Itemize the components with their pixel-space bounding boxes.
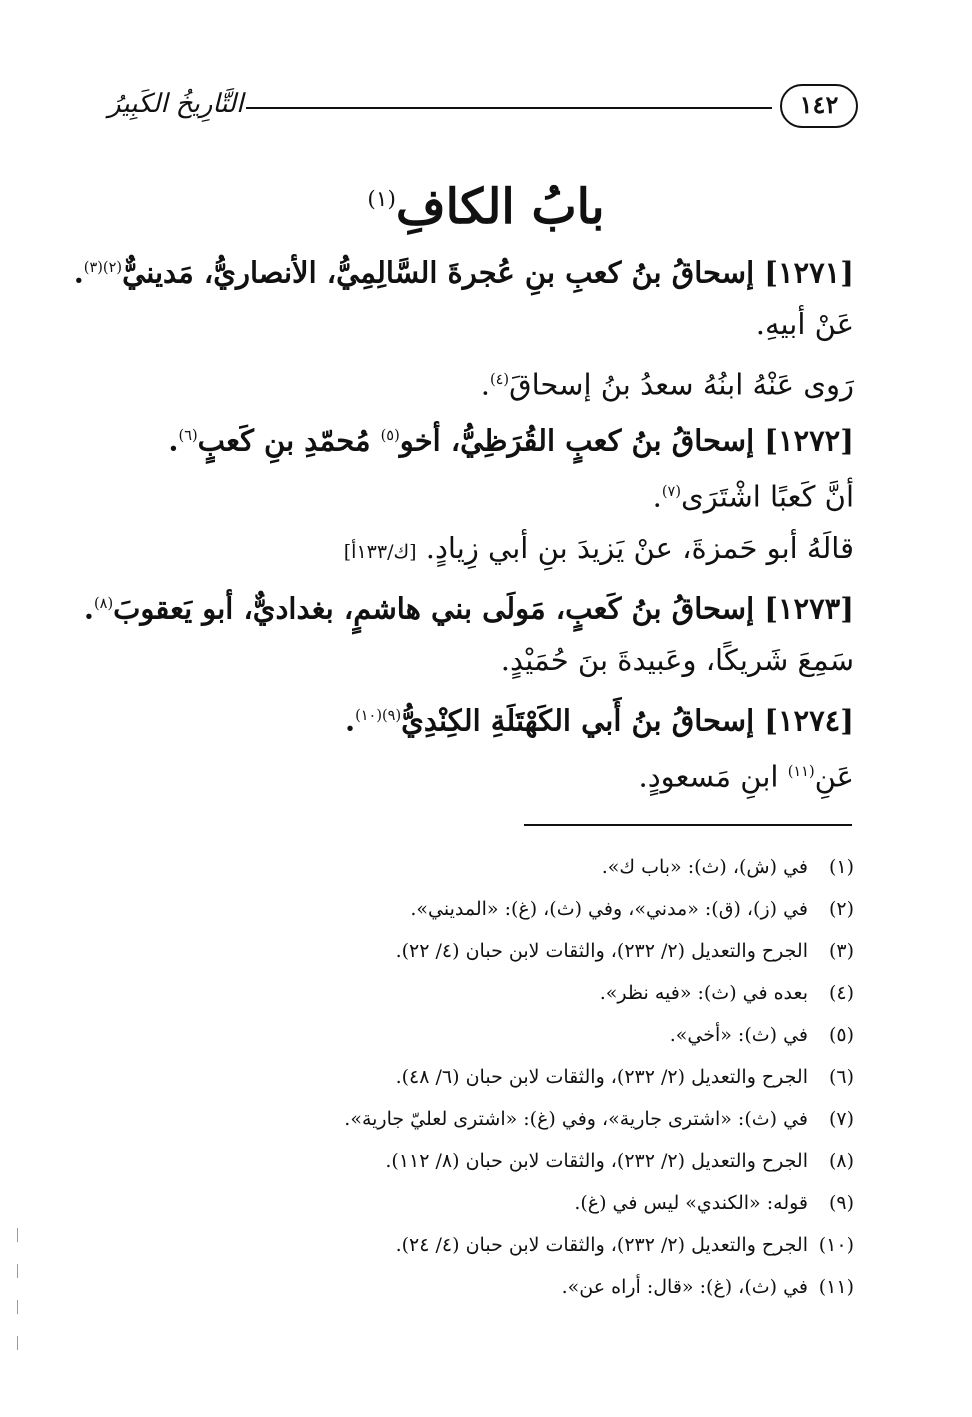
entry-heading bbox=[134, 408, 854, 464]
page-number: ١٤٢ bbox=[780, 84, 858, 128]
entry-text-line bbox=[134, 520, 854, 576]
footnote bbox=[134, 1224, 854, 1266]
footnote-marker: (٧) bbox=[661, 484, 682, 500]
footnote-number: (٩) bbox=[828, 1192, 854, 1214]
entry-text-line bbox=[134, 632, 854, 688]
chapter-heading bbox=[0, 160, 972, 247]
line-end-punct: . bbox=[480, 367, 490, 402]
footnote-number: (١) bbox=[828, 856, 854, 878]
line-text: قالَهُ أبو حَمزةَ، عنْ يَزيدَ بنِ أبي زِيادٍ. bbox=[425, 531, 854, 565]
footnote-text: في (ث)، (غ): «قال: أراه عن». bbox=[561, 1276, 808, 1298]
line-text: عَنِ bbox=[814, 759, 854, 794]
footnote bbox=[134, 846, 854, 888]
chapter-title: بابُ الكافِ bbox=[395, 179, 605, 235]
footnote-text: الجرح والتعديل (٢/ ٢٣٢)، والثقات لابن حبان (٤/ ٢٢). bbox=[395, 940, 808, 962]
footnotes bbox=[134, 846, 854, 1308]
entry-text-line bbox=[134, 352, 854, 408]
footnote-number: (٣) bbox=[828, 940, 854, 962]
line-text: [١٢٧٣] إسحاقُ بنُ كَعبٍ، مَولَى بني هاشمٍ، بغداديٌّ، أبو يَعقوبَ bbox=[113, 591, 854, 626]
main-text bbox=[73, 240, 854, 800]
line-end-punct: . bbox=[168, 423, 179, 458]
footnote bbox=[134, 1140, 854, 1182]
footnote-separator bbox=[524, 824, 852, 826]
line-text: عَنْ أبيهِ. bbox=[755, 307, 854, 341]
footnote-marker: (١١) bbox=[787, 764, 815, 780]
footnote-text: في (ث): «اشترى جارية»، وفي (غ): «اشترى لعليّ جارية». bbox=[344, 1108, 808, 1130]
footnote-number: (١٠) bbox=[818, 1234, 854, 1256]
line-text: [١٢٧٢] إسحاقُ بنُ كعبٍ القُرَظِيُّ، أخو bbox=[399, 423, 854, 458]
footnote-number: (٤) bbox=[828, 982, 854, 1004]
line-text: سَمِعَ شَريكًا، وعَبيدةَ بنَ حُمَيْدٍ. bbox=[500, 643, 854, 677]
footnote-text: الجرح والتعديل (٢/ ٢٣٢)، والثقات لابن حبان (٦/ ٤٨). bbox=[395, 1066, 808, 1088]
line-end-punct: . bbox=[73, 255, 84, 290]
footnote bbox=[134, 930, 854, 972]
footnote bbox=[134, 1098, 854, 1140]
manuscript-folio-ref: [ك/١٣٣أ] bbox=[343, 541, 417, 563]
line-text: [١٢٧٤] إسحاقُ بنُ أَبي الكَهْتَلَةِ الكِنْدِيُّ bbox=[401, 703, 854, 738]
line-text-continued: مُحمّدِ بنِ كَعبٍ bbox=[197, 423, 381, 458]
footnote-text: بعده في (ث): «فيه نظر». bbox=[599, 982, 808, 1004]
footnote-text: في (ش)، (ث): «باب ك». bbox=[601, 856, 808, 878]
footnote bbox=[134, 1056, 854, 1098]
line-end-punct: . bbox=[652, 479, 662, 514]
entry-text-line bbox=[134, 744, 854, 800]
footnote-text: قوله: «الكندي» ليس في (غ). bbox=[574, 1192, 808, 1214]
header-rule bbox=[246, 107, 772, 109]
footnote bbox=[134, 1014, 854, 1056]
footnote-number: (٧) bbox=[828, 1108, 854, 1130]
footnote-marker: (٤) bbox=[489, 372, 510, 388]
entry-text-line bbox=[134, 464, 854, 520]
running-header bbox=[108, 80, 858, 130]
entry-heading bbox=[83, 576, 854, 632]
entry-heading bbox=[73, 240, 854, 296]
line-text: أنَّ كَعبًا اشْتَرَى bbox=[681, 479, 854, 514]
line-text-continued: ابنِ مَسعودٍ. bbox=[638, 759, 788, 794]
line-text: رَوى عَنْهُ ابنُهُ سعدُ بنُ إسحاقَ bbox=[509, 367, 854, 402]
footnote-number: (٢) bbox=[828, 898, 854, 920]
footnote bbox=[134, 972, 854, 1014]
footnote bbox=[134, 1266, 854, 1308]
footnote-number: (٨) bbox=[828, 1150, 854, 1172]
chapter-footnote-marker: (١) bbox=[367, 187, 396, 212]
line-text: [١٢٧١] إسحاقُ بنُ كعبِ بنِ عُجرةَ السَّالِمِيُّ، الأنصاريُّ، مَدينيٌّ bbox=[122, 255, 854, 290]
line-end-punct: . bbox=[83, 591, 94, 626]
footnote-marker: (٦) bbox=[178, 428, 198, 444]
footnote-marker: (٥) bbox=[380, 428, 400, 444]
footnote-text: الجرح والتعديل (٢/ ٢٣٢)، والثقات لابن حبان (٤/ ٢٤). bbox=[395, 1234, 808, 1256]
scan-edge-marks bbox=[14, 1228, 18, 1388]
footnote bbox=[134, 1182, 854, 1224]
footnote-number: (٥) bbox=[828, 1024, 854, 1046]
footnote-marker: (٨) bbox=[93, 596, 114, 612]
footnote-text: الجرح والتعديل (٢/ ٢٣٢)، والثقات لابن حبان (٨/ ١١٢). bbox=[385, 1150, 808, 1172]
footnote bbox=[134, 888, 854, 930]
entry-heading bbox=[134, 688, 854, 744]
entry-text-line bbox=[134, 296, 854, 352]
footnote-marker: (٢)(٣) bbox=[83, 260, 123, 276]
footnote-number: (١١) bbox=[818, 1276, 854, 1298]
footnote-text: في (ز)، (ق): «مدني»، وفي (ث)، (غ): «المديني». bbox=[410, 898, 808, 920]
footnote-text: في (ث): «أخي». bbox=[669, 1024, 808, 1046]
book-title: التَّارِيخُ الكَبِيرُ bbox=[108, 89, 244, 119]
footnote-marker: (٩)(١٠) bbox=[355, 708, 402, 724]
line-end-punct: . bbox=[344, 703, 356, 738]
footnote-number: (٦) bbox=[828, 1066, 854, 1088]
